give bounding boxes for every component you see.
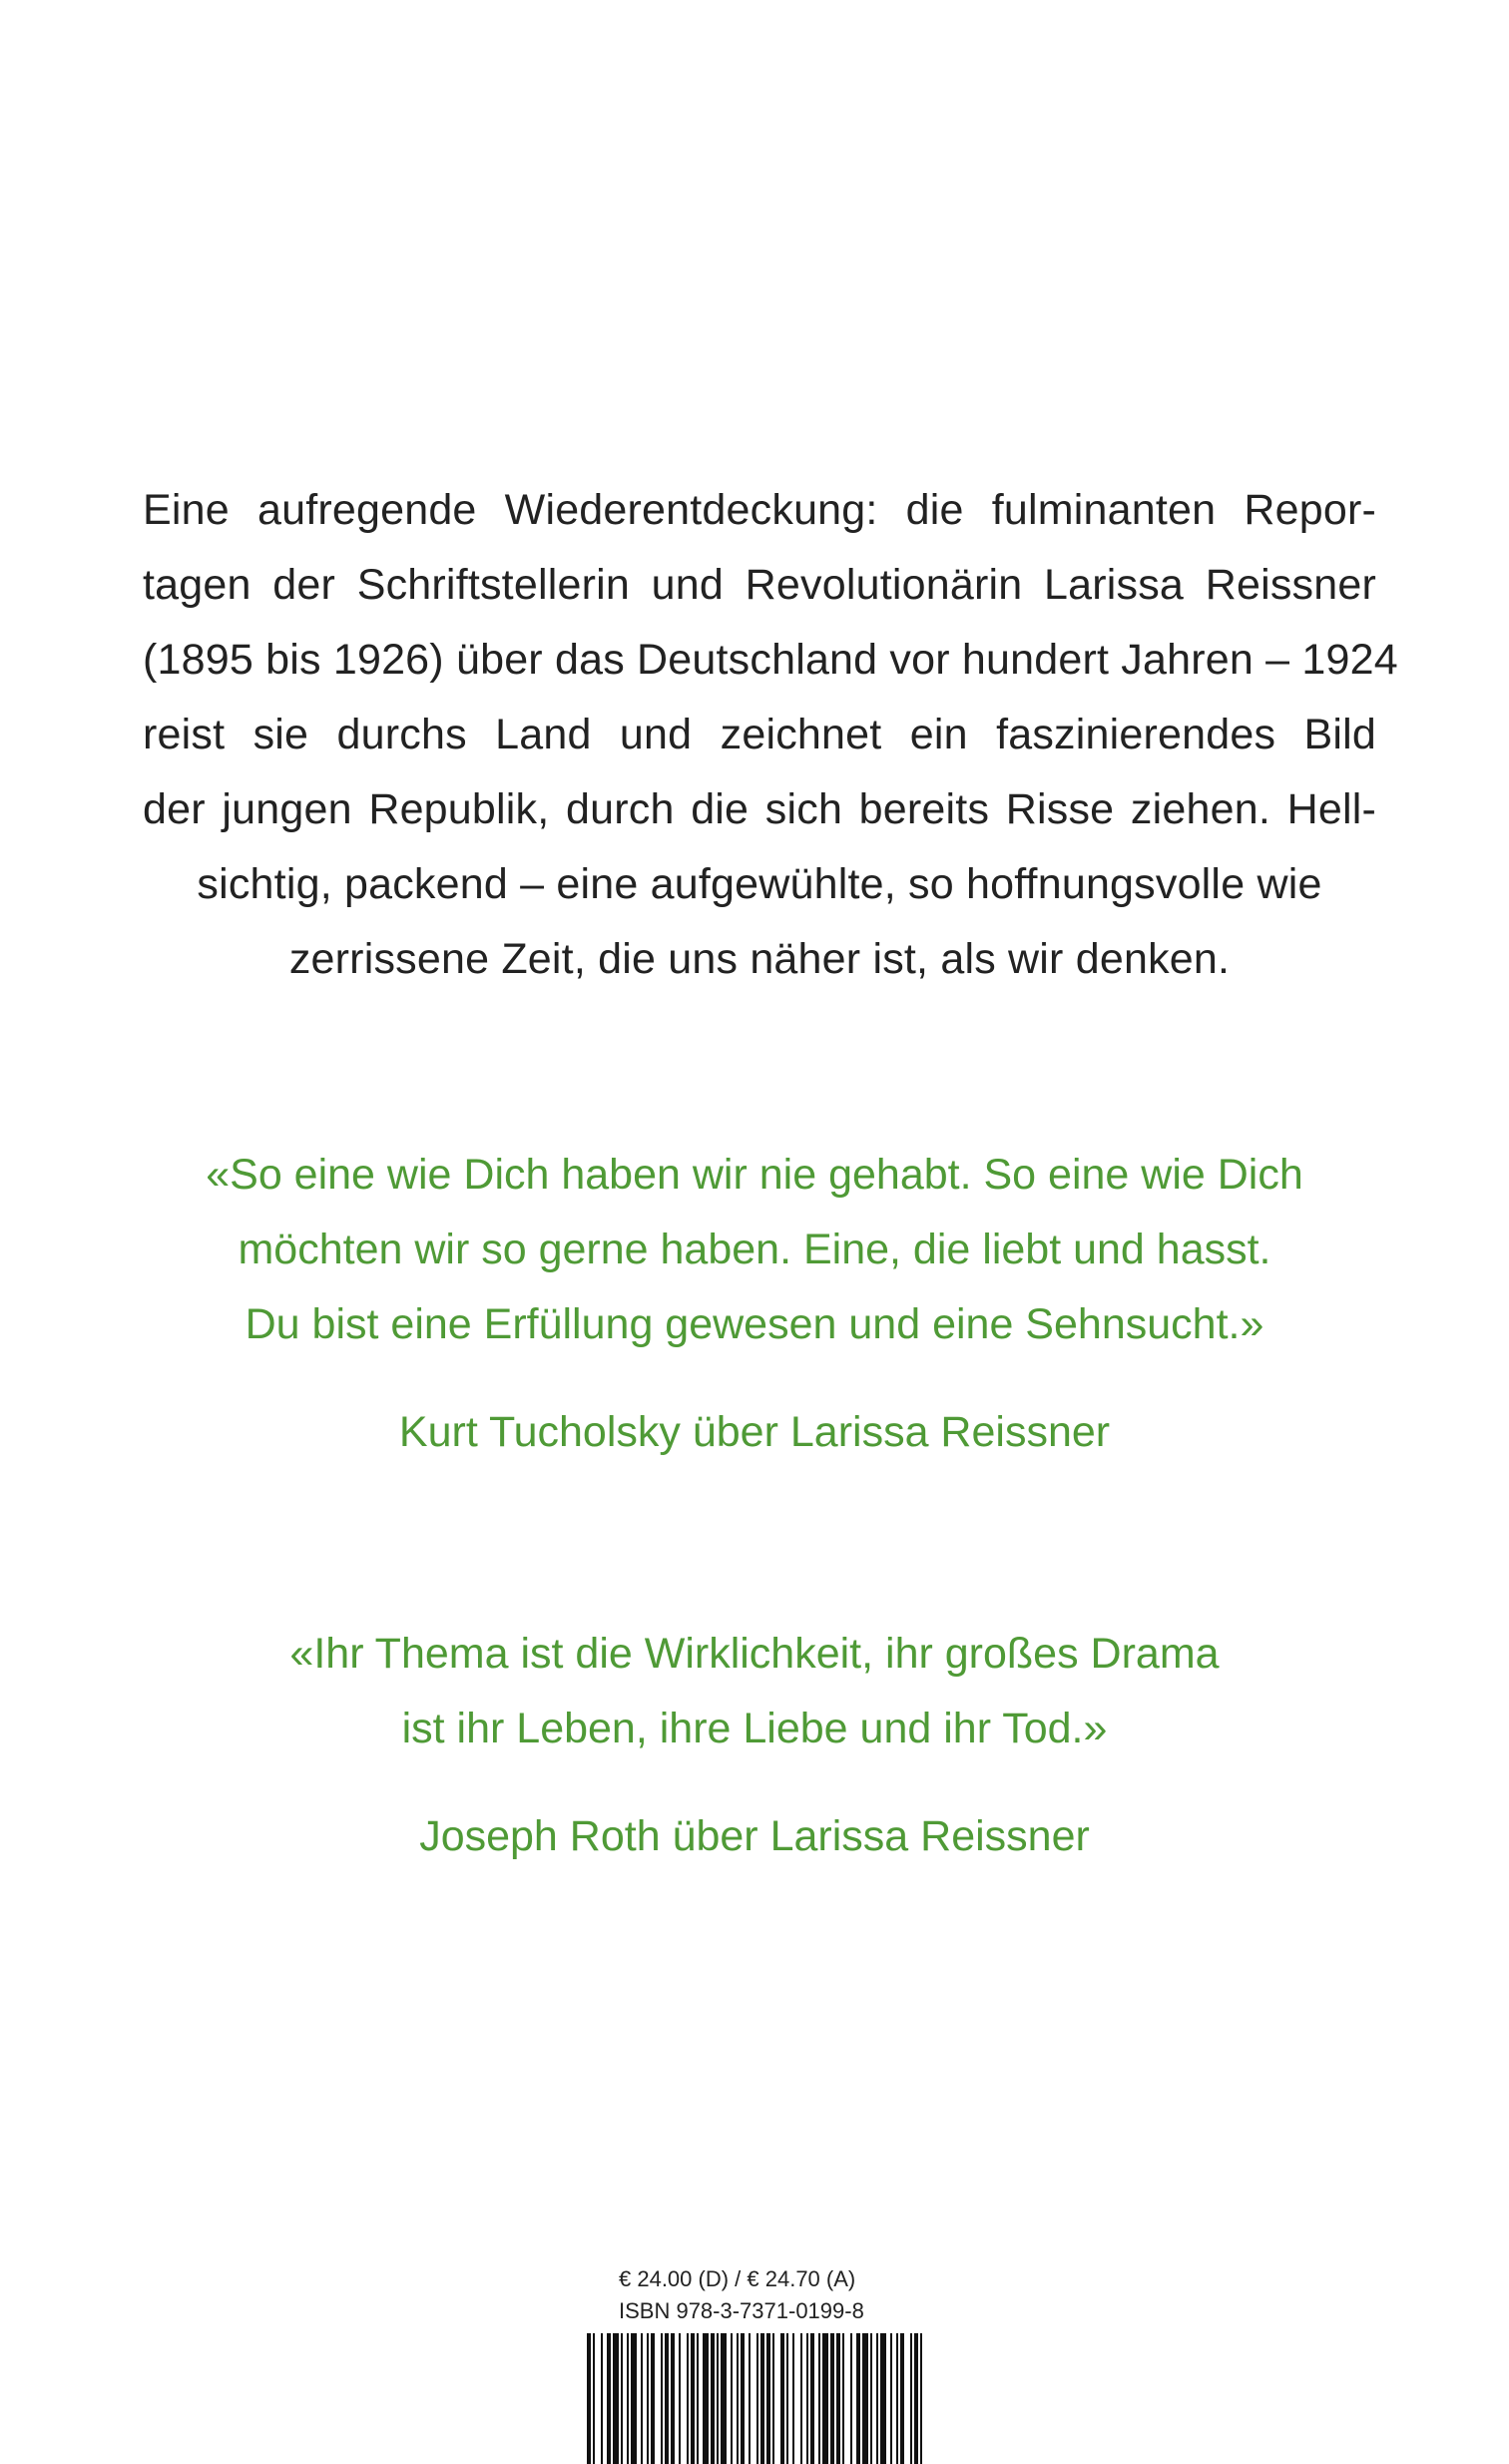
barcode-bar bbox=[760, 2333, 764, 2464]
barcode-bar bbox=[697, 2333, 699, 2464]
barcode-bar bbox=[786, 2333, 788, 2464]
blurb-line: sichtig, packend – eine aufgewühlte, so hoffnungsvolle wie bbox=[197, 860, 1322, 908]
blurb-line: (1895 bis 1926) über das Deutschland vor hundert Jahren – 1924 bbox=[143, 636, 1398, 684]
barcode-bar bbox=[641, 2333, 643, 2464]
barcode-bar bbox=[806, 2333, 808, 2464]
barcode-bar bbox=[810, 2333, 814, 2464]
barcode-bar bbox=[601, 2333, 603, 2464]
barcode-bar bbox=[627, 2333, 629, 2464]
barcode-bar bbox=[850, 2333, 852, 2464]
quote-line: ist ihr Leben, ihre Liebe und ihr Tod.» bbox=[401, 1705, 1108, 1752]
barcode-graphic bbox=[581, 2333, 928, 2464]
barcode-bar bbox=[766, 2333, 770, 2464]
barcode-bar bbox=[920, 2333, 922, 2464]
blurb-line: zerrissene Zeit, die uns näher ist, als wir denken. bbox=[288, 935, 1231, 983]
barcode-bar bbox=[665, 2333, 669, 2464]
blurb-line: reist sie durchs Land und zeichnet ein faszinierendes Bild bbox=[143, 711, 1376, 758]
quote-line: «So eine wie Dich haben wir nie gehabt. So eine wie Dich bbox=[206, 1151, 1303, 1199]
barcode-bar bbox=[647, 2333, 649, 2464]
quote-line: «Ihr Thema ist die Wirklichkeit, ihr großes Drama bbox=[289, 1630, 1220, 1678]
barcode-bar bbox=[830, 2333, 834, 2464]
barcode bbox=[581, 2333, 928, 2464]
quote-roth bbox=[0, 1617, 1509, 1874]
barcode-bar bbox=[587, 2333, 591, 2464]
barcode-bar bbox=[607, 2333, 611, 2464]
quote-attribution: Joseph Roth über Larissa Reissner bbox=[419, 1812, 1090, 1860]
barcode-bar bbox=[711, 2333, 715, 2464]
price-isbn-box bbox=[581, 2263, 928, 2327]
blurb-text bbox=[143, 473, 1398, 997]
barcode-bar bbox=[613, 2333, 619, 2464]
barcode-bar bbox=[910, 2333, 912, 2464]
barcode-bar bbox=[721, 2333, 727, 2464]
barcode-bar bbox=[900, 2333, 904, 2464]
barcode-bar bbox=[818, 2333, 820, 2464]
barcode-bar bbox=[836, 2333, 840, 2464]
barcode-bar bbox=[756, 2333, 758, 2464]
barcode-bar bbox=[687, 2333, 689, 2464]
barcode-bar bbox=[731, 2333, 733, 2464]
barcode-bar bbox=[772, 2333, 774, 2464]
barcode-bar bbox=[842, 2333, 844, 2464]
barcode-bar bbox=[822, 2333, 828, 2464]
barcode-bar bbox=[862, 2333, 868, 2464]
barcode-bar bbox=[703, 2333, 709, 2464]
barcode-bar bbox=[914, 2333, 918, 2464]
isbn-label: ISBN 978-3-7371-0199-8 bbox=[619, 2298, 864, 2323]
barcode-bar bbox=[661, 2333, 663, 2464]
barcode-bar bbox=[792, 2333, 794, 2464]
price-label: € 24.00 (D) / € 24.70 (A) bbox=[619, 2266, 856, 2291]
quote-tucholsky bbox=[0, 1138, 1509, 1470]
barcode-bar bbox=[876, 2333, 878, 2464]
barcode-bar bbox=[890, 2333, 892, 2464]
barcode-bar bbox=[800, 2333, 802, 2464]
barcode-bar bbox=[717, 2333, 719, 2464]
barcode-bar bbox=[896, 2333, 898, 2464]
barcode-bar bbox=[856, 2333, 860, 2464]
blurb-line: tagen der Schriftstellerin und Revolutionärin Larissa Reissner bbox=[143, 561, 1376, 609]
barcode-bar bbox=[679, 2333, 681, 2464]
barcode-bar bbox=[691, 2333, 695, 2464]
barcode-bar bbox=[870, 2333, 872, 2464]
barcode-bar bbox=[741, 2333, 745, 2464]
barcode-bar bbox=[621, 2333, 623, 2464]
barcode-bar bbox=[749, 2333, 751, 2464]
blurb-line: der jungen Republik, durch die sich bereits Risse ziehen. Hell- bbox=[143, 785, 1376, 833]
quote-attribution: Kurt Tucholsky über Larissa Reissner bbox=[398, 1408, 1111, 1456]
barcode-bar bbox=[737, 2333, 739, 2464]
quote-line: möchten wir so gerne haben. Eine, die liebt und hasst. bbox=[238, 1226, 1271, 1273]
barcode-bar bbox=[651, 2333, 655, 2464]
quote-line: Du bist eine Erfüllung gewesen und eine Sehnsucht.» bbox=[245, 1300, 1264, 1348]
barcode-bar bbox=[780, 2333, 784, 2464]
barcode-bar bbox=[671, 2333, 675, 2464]
barcode-bar bbox=[593, 2333, 595, 2464]
barcode-bar bbox=[631, 2333, 637, 2464]
barcode-bar bbox=[880, 2333, 886, 2464]
blurb-line: Eine aufregende Wiederentdeckung: die fulminanten Repor- bbox=[143, 486, 1376, 534]
